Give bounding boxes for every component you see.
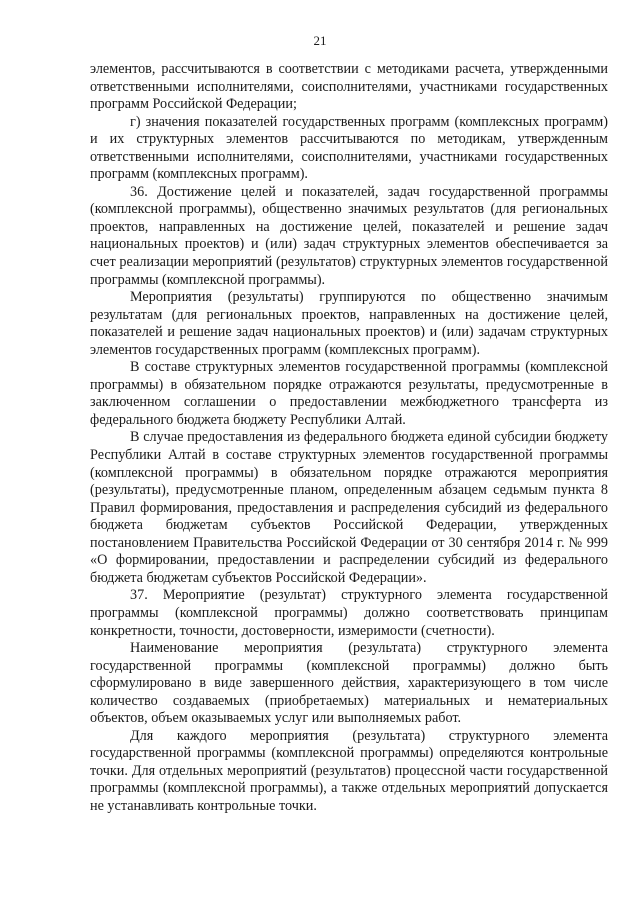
paragraph-control-points: Для каждого мероприятия (результата) структурного элемента государственной программы (комплексной программы) определяются контрольные точки. Для отдельных мероприятий (результатов) процессной части государственной программы (комплексной программы), а также отдельных мероприятий допускается не устанавливать контрольные точки.: [90, 727, 608, 814]
paragraph-naming: Наименование мероприятия (результата) структурного элемента государственной программы (комплексной программы) должно быть сформулировано в виде завершенного действия, характеризующего в том числе количество создаваемых (приобретаемых) материальных и нематериальных объектов, объем оказываемых услуг или выполняемых работ.: [90, 640, 608, 727]
page-body: [90, 61, 608, 816]
paragraph-structure-results: В составе структурных элементов государственной программы (комплексной программы) в обязательном порядке отражаются результаты, предусмотренные в заключенном соглашении о предоставлении межбюджетного трансферта из федерального бюджета бюджету Республики Алтай.: [90, 359, 608, 428]
paragraph-clause-36: 36. Достижение целей и показателей, задач государственной программы (комплексной программы), общественно значимых результатов (для региональных проектов, направленных на достижение целей, показателей и решение задач национальных проектов) и (или) задач структурных элементов обеспечивается за счет реализации мероприятий (результатов) структурных элементов государственной программы (комплексной программы).: [90, 183, 608, 288]
paragraph-single-subsidy: В случае предоставления из федерального бюджета единой субсидии бюджету Республики Алтай в составе структурных элементов государственной программы (комплексной программы) в обязательном порядке отражаются мероприятия (результаты), предусмотренные планом, определенным абзацем седьмым пункта 8 Правил формирования, предоставления и распределения субсидий из федерального бюджета бюджетам субъектов Российской Федерации, утвержденных постановлением Правительства Российской Федерации от 30 сентября 2014 г. № 999 «О формировании, предоставлении и распределении субсидий из федерального бюджета бюджетам субъектов Российской Федерации».: [90, 429, 608, 586]
page-number: 21: [313, 33, 327, 48]
paragraph-clause-37: 37. Мероприятие (результат) структурного элемента государственной программы (комплексной программы) должно соответствовать принципам конкретности, точности, достоверности, измеримости (счетности).: [90, 587, 608, 639]
paragraph-item-g: г) значения показателей государственных программ (комплексных программ) и их структурных элементов рассчитываются по методикам, утвержденным ответственными исполнителями, соисполнителями, участниками государственных программ (комплексных программ).: [90, 113, 608, 183]
paragraph-continuation: элементов, рассчитываются в соответствии с методиками расчета, утвержденными ответственными исполнителями, соисполнителями, участниками государственных программ Российской Федерации;: [90, 61, 608, 113]
paragraph-grouping: Мероприятия (результаты) группируются по общественно значимым результатам (для региональных проектов, направленных на достижение целей, показателей и решение задач национальных проектов) и (или) задачам структурных элементов государственных программ (комплексных программ).: [90, 289, 608, 358]
